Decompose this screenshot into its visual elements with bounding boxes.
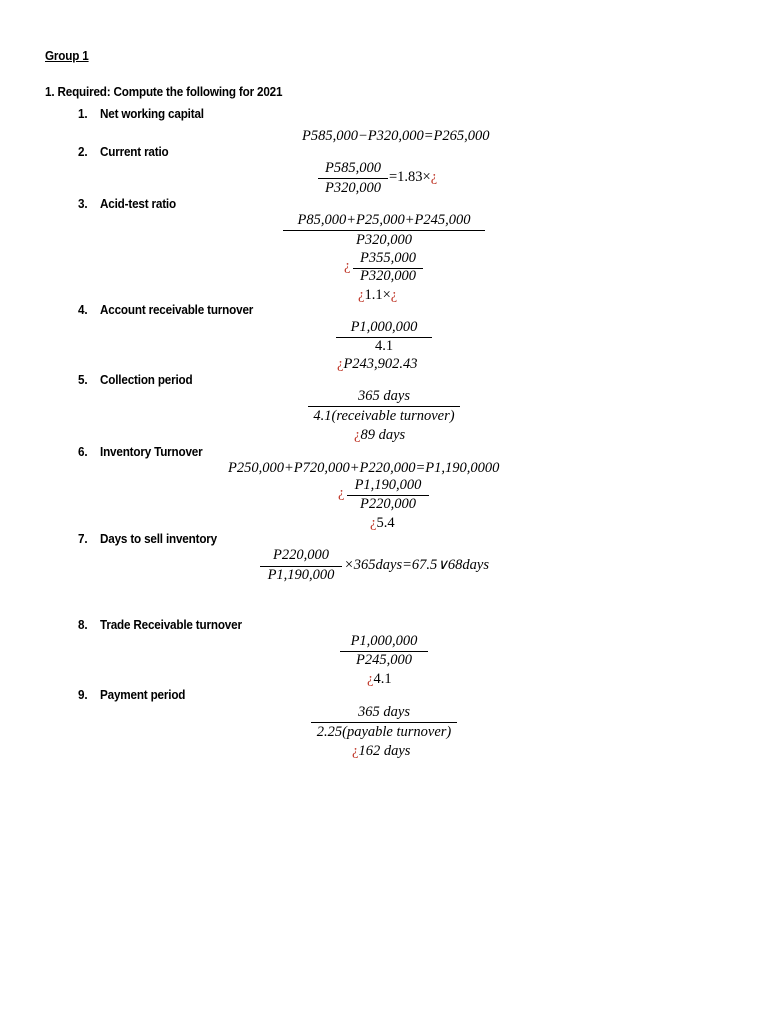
fraction-numerator: P220,000 [273, 547, 329, 563]
fraction-denominator: 4.1(receivable turnover) [313, 408, 455, 424]
item-label-trade-receivable-turnover: Trade Receivable turnover [100, 617, 242, 632]
fraction-denominator: P220,000 [360, 496, 416, 512]
item-label-net-working-capital: Net working capital [100, 106, 204, 121]
inverted-question-glyph: ¿ [338, 485, 345, 501]
fraction-denominator: P1,190,000 [267, 567, 335, 583]
fraction-denominator: 4.1 [374, 338, 394, 354]
item-number: 2. [78, 144, 88, 159]
days-to-sell-result: ×365days=67.5∨68days [344, 557, 489, 573]
fraction-numerator: P355,000 [360, 250, 416, 266]
fraction-denominator: P320,000 [360, 268, 416, 284]
collection-period-result: ¿89 days [354, 427, 406, 443]
equation-net-working-capital: P585,000−P320,000=P265,000 [302, 128, 490, 144]
fraction-bar [283, 230, 485, 231]
ar-turnover-result: ¿P243,902.43 [337, 356, 418, 372]
fraction-numerator: P1,000,000 [350, 633, 418, 649]
item-number: 6. [78, 444, 88, 459]
fraction-numerator: P585,000 [325, 160, 381, 176]
acid-test-result: ¿1.1×¿ [358, 287, 398, 303]
group-title: Group 1 [45, 48, 89, 63]
item-label-collection-period: Collection period [100, 372, 193, 387]
item-number: 7. [78, 531, 88, 546]
item-number: 1. [78, 106, 88, 121]
current-ratio-result: =1.83×¿ [389, 169, 438, 185]
equation-inventory-total: P250,000+P720,000+P220,000=P1,190,0000 [228, 460, 500, 476]
item-number: 3. [78, 196, 88, 211]
item-label-days-to-sell-inventory: Days to sell inventory [100, 531, 217, 546]
fraction-denominator: P320,000 [325, 180, 381, 196]
fraction-denominator: P320,000 [356, 232, 412, 248]
fraction-denominator: P245,000 [356, 652, 412, 668]
trade-receivable-result: ¿4.1 [367, 671, 392, 687]
fraction-numerator: 365 days [358, 388, 410, 404]
fraction-denominator: 2.25(payable turnover) [316, 724, 452, 740]
item-number: 4. [78, 302, 88, 317]
item-label-ar-turnover: Account receivable turnover [100, 302, 254, 317]
fraction-numerator: 365 days [358, 704, 410, 720]
payment-period-result: ¿162 days [352, 743, 411, 759]
fraction-bar [311, 722, 457, 723]
item-label-inventory-turnover: Inventory Turnover [100, 444, 203, 459]
item-label-current-ratio: Current ratio [100, 144, 169, 159]
fraction-numerator: P85,000+P25,000+P245,000 [297, 212, 471, 228]
fraction-bar [318, 178, 388, 179]
fraction-numerator: P1,000,000 [350, 319, 418, 335]
item-number: 8. [78, 617, 88, 632]
fraction-numerator: P1,190,000 [354, 477, 422, 493]
item-label-acid-test-ratio: Acid-test ratio [100, 196, 176, 211]
fraction-bar [308, 406, 460, 407]
item-label-payment-period: Payment period [100, 687, 186, 702]
item-number: 5. [78, 372, 88, 387]
inventory-turnover-result: ¿5.4 [370, 515, 395, 531]
inverted-question-glyph: ¿ [344, 258, 351, 274]
item-number: 9. [78, 687, 88, 702]
required-heading: 1. Required: Compute the following for 2021 [45, 84, 283, 99]
